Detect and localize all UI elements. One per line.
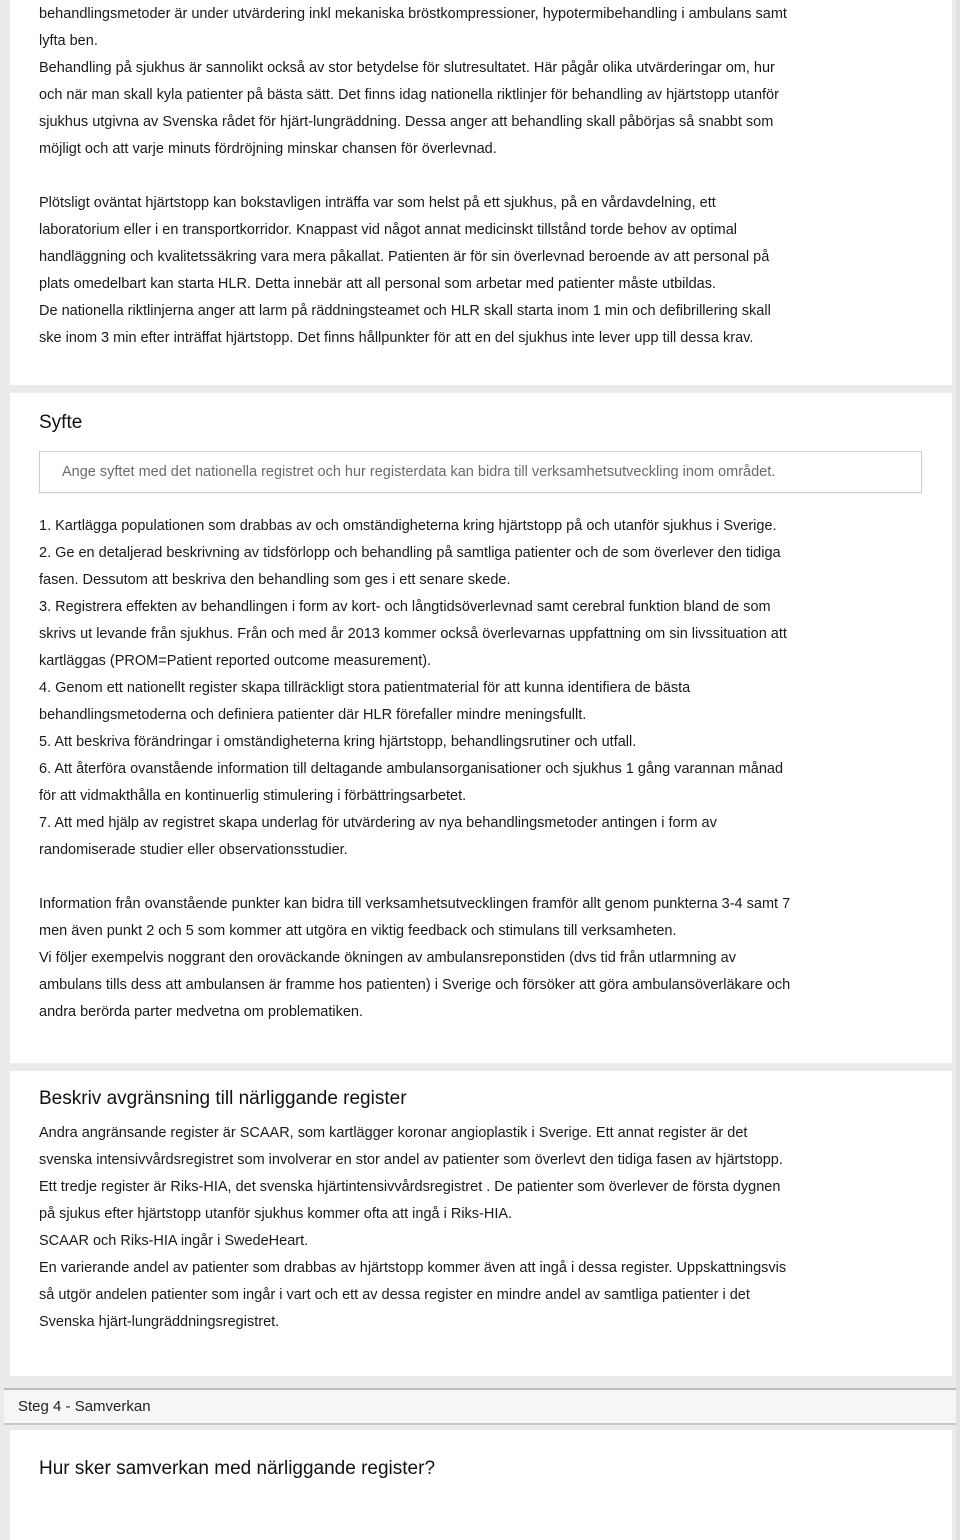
avgransning-line: svenska intensivvårdsregistret som involverar en stor andel av patienter som överlevt den tidiga fasen av hjärtstopp.	[39, 1152, 783, 1168]
syfte-line: behandlingsmetoderna och definiera patienter där HLR förefaller mindre meningsfullt.	[39, 707, 587, 723]
intro-line: Plötsligt oväntat hjärtstopp kan bokstavligen inträffa var som helst på ett sjukhus, på en vårdavdelning, ett	[39, 195, 716, 211]
step-header: Steg 4 - Samverkan	[4, 1388, 958, 1425]
avgransning-line: så utgör andelen patienter som ingår i vart och ett av dessa register en mindre andel av samtliga patienter i det	[39, 1287, 750, 1303]
avgransning-heading: Beskriv avgränsning till närliggande register	[39, 1088, 407, 1109]
syfte-line: 4. Genom ett nationellt register skapa tillräckligt stora patientmaterial för att kunna identifiera de bästa	[39, 680, 691, 696]
syfte-line: fasen. Dessutom att beskriva den behandling som ges i ett senare skede.	[39, 572, 511, 588]
syfte-body	[39, 513, 922, 1026]
avgransning-line: på sjukus efter hjärtstopp utanför sjukhus kommer ofta att ingå i Riks-HIA.	[39, 1206, 513, 1222]
syfte-line: 3. Registrera effekten av behandlingen i form av kort- och långtidsöverlevnad samt cerebral funktion bland de som	[39, 599, 771, 615]
syfte-line: för att vidmakthålla en kontinuerlig stimulering i förbättringsarbetet.	[39, 788, 467, 804]
syfte-line: randomiserade studier eller observationsstudier.	[39, 842, 348, 858]
syfte-line: Information från ovanstående punkter kan bidra till verksamhetsutvecklingen framför allt genom punkterna 3-4 samt 7	[39, 896, 791, 912]
page-edge	[956, 0, 960, 1540]
samverkan-heading: Hur sker samverkan med närliggande register?	[39, 1458, 436, 1479]
syfte-line: 1. Kartlägga populationen som drabbas av och omständigheterna kring hjärtstopp på och utanför sjukhus i Sverige.	[39, 518, 777, 534]
avgransning-line: Svenska hjärt-lungräddningsregistret.	[39, 1314, 280, 1330]
syfte-line: skrivs ut levande från sjukhus. Från och med år 2013 kommer också överlevarnas uppfattning om sin livssituation att	[39, 626, 787, 642]
avgransning-panel	[10, 1071, 952, 1376]
syfte-line: Vi följer exempelvis noggrant den oroväckande ökningen av ambulansreponstiden (dvs tid från utlarmning av	[39, 950, 736, 966]
syfte-line: men även punkt 2 och 5 som kommer att utgöra en viktig feedback och stimulans till verksamheten.	[39, 923, 677, 939]
avgransning-line: Ett tredje register är Riks-HIA, det svenska hjärtintensivvårdsregistret . De patienter som överlever de första dygnen	[39, 1179, 781, 1195]
intro-line: Behandling på sjukhus är sannolikt också av stor betydelse för slutresultatet. Här pågår olika utvärderingar om, hur	[39, 60, 775, 76]
syfte-line: ambulans tills dess att ambulansen är framme hos patienten) i Sverige och försöker att göra ambulansöverläkare och	[39, 977, 791, 993]
intro-line: och när man skall kyla patienter på bästa sätt. Det finns idag nationella riktlinjer för behandling av hjärtstopp utanför	[39, 87, 779, 103]
syfte-description-box: Ange syftet med det nationella registret och hur registerdata kan bidra till verksamhetsutveckling inom området.	[39, 451, 922, 493]
paragraph-gap	[39, 864, 922, 891]
syfte-line: 7. Att med hjälp av registret skapa underlag för utvärdering av nya behandlingsmetoder antingen i form av	[39, 815, 717, 831]
intro-line: plats omedelbart kan starta HLR. Detta innebär att all personal som arbetar med patienter måste utbildas.	[39, 276, 717, 292]
syfte-heading: Syfte	[39, 412, 83, 433]
avgransning-line: SCAAR och Riks-HIA ingår i SwedeHeart.	[39, 1233, 309, 1249]
paragraph-gap	[39, 163, 922, 190]
syfte-line: 6. Att återföra ovanstående information till deltagande ambulansorganisationer och sjukhus 1 gång varannan månad	[39, 761, 784, 777]
intro-line: sjukhus utgivna av Svenska rådet för hjärt-lungräddning. Dessa anger att behandling skall påbörjas så snabbt som	[39, 114, 774, 130]
syfte-line: kartläggas (PROM=Patient reported outcome measurement).	[39, 653, 432, 669]
syfte-line: 5. Att beskriva förändringar i omständigheterna kring hjärtstopp, behandlingsrutiner och utfall.	[39, 734, 637, 750]
syfte-line: 2. Ge en detaljerad beskrivning av tidsförlopp och behandling på samtliga patienter och de som överlever den tidiga	[39, 545, 781, 561]
avgransning-line: Andra angränsande register är SCAAR, som kartlägger koronar angioplastik i Sverige. Ett annat register är det	[39, 1125, 748, 1141]
intro-panel	[10, 0, 952, 385]
intro-line: laboratorium eller i en transportkorridor. Knappast vid något annat medicinskt tillstånd torde behov av optimal	[39, 222, 737, 238]
intro-line: möjligt och att varje minuts fördröjning minskar chansen för överlevnad.	[39, 141, 497, 157]
syfte-panel	[10, 393, 952, 1063]
avgransning-body	[39, 1120, 922, 1336]
intro-line: De nationella riktlinjerna anger att larm på räddningsteamet och HLR skall starta inom 1 min och defibrillering skall	[39, 303, 771, 319]
intro-line: lyfta ben.	[39, 33, 98, 49]
samverkan-panel	[10, 1430, 952, 1540]
avgransning-line: En varierande andel av patienter som drabbas av hjärtstopp kommer även att ingå i dessa register. Uppskattningsvis	[39, 1260, 787, 1276]
intro-line: behandlingsmetoder är under utvärdering inkl mekaniska bröstkompressioner, hypotermibehandling i ambulans samt	[39, 6, 787, 22]
syfte-line: andra berörda parter medvetna om problematiken.	[39, 1004, 364, 1020]
intro-line: handläggning och kvalitetssäkring vara mera påkallat. Patienten är för sin överlevnad beroende av att personal på	[39, 249, 770, 265]
intro-line: ske inom 3 min efter inträffat hjärtstopp. Det finns hållpunkter för att en del sjukhus inte lever upp till dessa krav.	[39, 330, 754, 346]
